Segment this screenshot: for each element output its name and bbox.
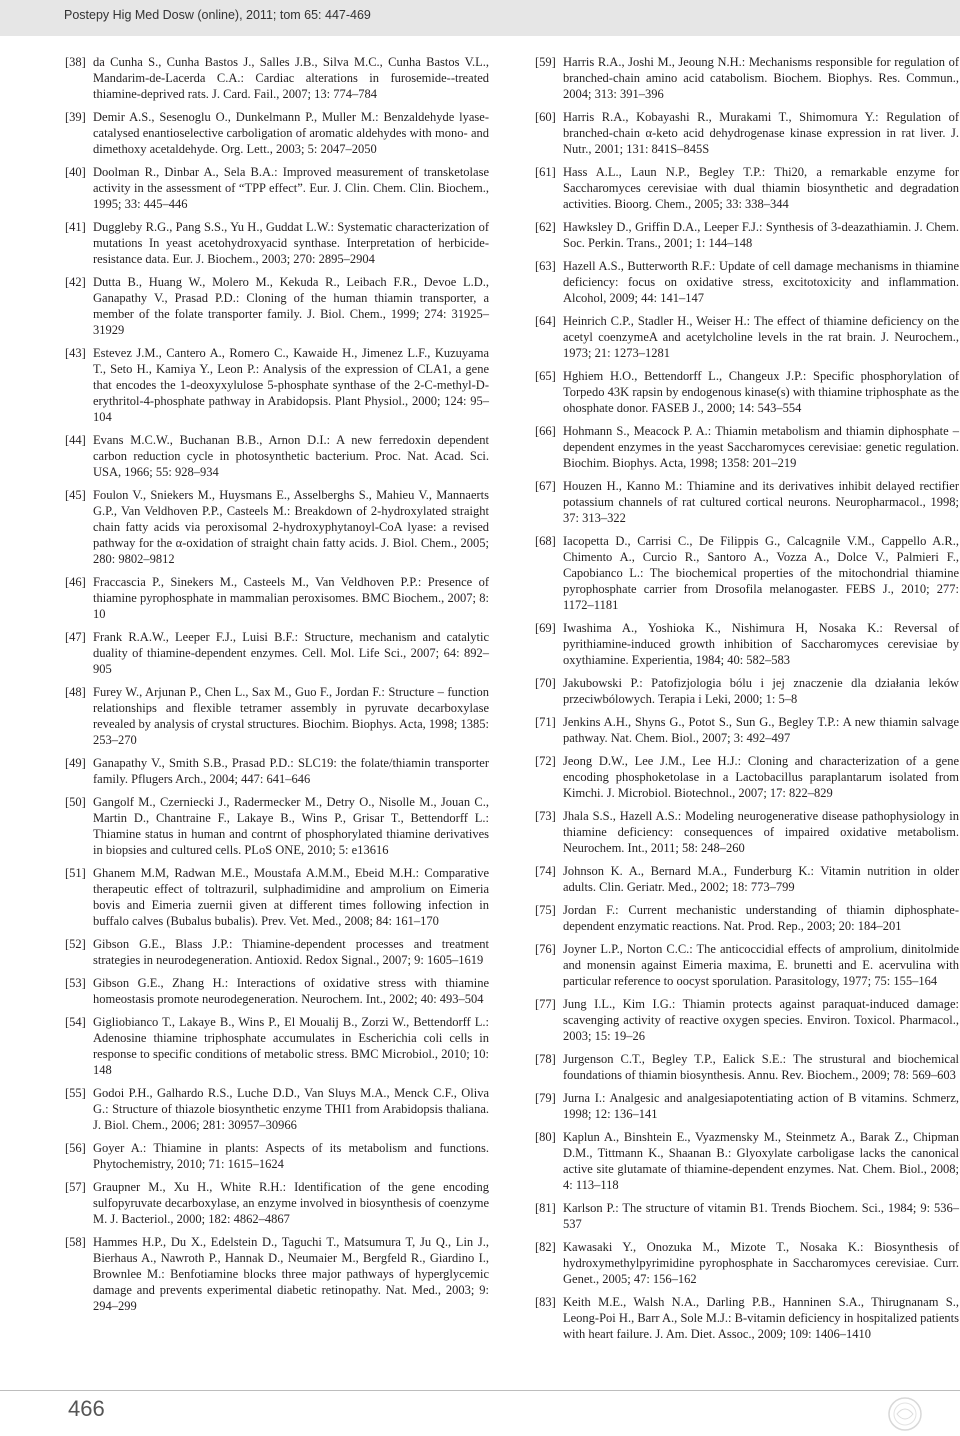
reference-entry [65, 1014, 489, 1078]
reference-entry [65, 345, 489, 425]
reference-number: [76] [535, 942, 556, 956]
reference-entry [535, 1129, 959, 1193]
reference-entry [535, 1294, 959, 1342]
reference-entry [535, 313, 959, 361]
reference-entry [65, 1085, 489, 1133]
reference-text: Estevez J.M., Cantero A., Romero C., Kawaide H., Jimenez L.F., Kuzuyama T., Seto H., Kamiya Y., Leon P.: Analysis of the expression of CLA1, a gene that encodes the 1-deoxyxylulose 5-phosphate synthase of the 2-C-methyl-D-erythritol-4-phosphate pathway in Arabidopsis. Plant Physiol., 2000; 124: 95–104 [93, 346, 489, 424]
reference-entry [65, 432, 489, 480]
reference-text: Jakubowski P.: Patofizjologia bólu i jej znaczenie dla działania leków przeciwbólowych. Terapia i Leki, 2000; 1: 5–8 [563, 676, 959, 706]
reference-entry [535, 478, 959, 526]
reference-text: Houzen H., Kanno M.: Thiamine and its derivatives inhibit delayed rectifier potassium channels of rat cultured cortical neurons. Neuropharmacol., 1998; 37: 313–322 [563, 479, 959, 525]
reference-text: Gibson G.E., Blass J.P.: Thiamine-dependent processes and treatment strategies in neurodegeneration. Antioxid. Redox Signal., 2007; 9: 1605–1619 [93, 937, 489, 967]
reference-entry [65, 1234, 489, 1314]
reference-text: Joyner L.P., Norton C.C.: The anticoccidial effects of amprolium, dinitolmide and monensin against Eimeria maxima, E. brunetti and E. acervulina with particular reference to oocyst sporulation. Parasitology, 1977; 75: 155–164 [563, 942, 959, 988]
reference-text: Kaplun A., Binshtein E., Vyazmensky M., Steinmetz A., Barak Z., Chipman D.M., Tittmann K., Shaanan B.: Glyoxylate carboligase lacks the canonical active site glutamate of thiamine-dependent enzymes. Nat. Chem. Biol., 2008; 4: 113–118 [563, 1130, 959, 1192]
reference-entry [535, 1051, 959, 1083]
reference-text: Hghiem H.O., Bettendorff L., Changeux J.P.: Specific phosphorylation of Torpedo 43K rapsin by endogenous kinase(s) with thiamine triphosphate as the ohosphate donor. FASEB J., 2000; 14: 543–554 [563, 369, 959, 415]
reference-text: Evans M.C.W., Buchanan B.B., Arnon D.I.: A new ferredoxin dependent carbon reduction cycle in photosynthetic bacterium. Proc. Nat. Acad. Sci. USA, 1966; 55: 928–934 [93, 433, 489, 479]
reference-number: [56] [65, 1141, 86, 1155]
reference-entry [535, 533, 959, 613]
reference-text: Ganapathy V., Smith S.B., Prasad P.D.: SLC19: the folate/thiamin transporter family. Pflugers Arch., 2004; 447: 641–646 [93, 756, 489, 786]
reference-number: [66] [535, 424, 556, 438]
reference-text: Godoi P.H., Galhardo R.S., Luche D.D., Van Sluys M.A., Menck C.F., Oliva G.: Structure of thiazole biosynthetic enzyme THI1 from Arabidopsis thaliana. J. Biol. Chem., 2006; 281: 30957–30966 [93, 1086, 489, 1132]
reference-entry [535, 1090, 959, 1122]
publisher-logo-icon [886, 1396, 924, 1432]
reference-entry [65, 936, 489, 968]
reference-number: [60] [535, 110, 556, 124]
reference-number: [69] [535, 621, 556, 635]
reference-text: Gibson G.E., Zhang H.: Interactions of oxidative stress with thiamine homeostasis promote neurodegeneration. Neurochem. Int., 2002; 40: 493–504 [93, 976, 489, 1006]
reference-entry [535, 714, 959, 746]
reference-number: [65] [535, 369, 556, 383]
reference-entry [65, 865, 489, 929]
reference-text: Goyer A.: Thiamine in plants: Aspects of its metabolism and functions. Phytochemistry, 2010; 71: 1615–1624 [93, 1141, 489, 1171]
reference-entry [65, 684, 489, 748]
reference-number: [39] [65, 110, 86, 124]
reference-entry [65, 629, 489, 677]
reference-number: [64] [535, 314, 556, 328]
reference-number: [44] [65, 433, 86, 447]
reference-number: [55] [65, 1086, 86, 1100]
reference-number: [38] [65, 55, 86, 69]
references-right-column [535, 54, 959, 1349]
reference-text: Frank R.A.W., Leeper F.J., Luisi B.F.: Structure, mechanism and catalytic duality of thiamine-dependent enzymes. Cell. Mol. Life Sci., 2007; 64: 892–905 [93, 630, 489, 676]
reference-entry [535, 863, 959, 895]
footer-divider [0, 1390, 960, 1391]
reference-text: Gigliobianco T., Lakaye B., Wins P., El Moualij B., Zorzi W., Bettendorff L.: Adenosine thiamine triphosphate accumulates in Escherichia coli cells in response to specific conditions of metabolic stress. BMC Microbiol., 2010; 10: 148 [93, 1015, 489, 1077]
reference-text: Gangolf M., Czerniecki J., Radermecker M., Detry O., Nisolle M., Jouan C., Martin D., Chantraine F., Lakaye B., Wins P., Grisar T., Bettendorff L.: Thiamine status in human and contrnt of phosphorylated thiamine derivatives in biopsies and cultured cells. PLoS ONE, 2010; 5: e13616 [93, 795, 489, 857]
reference-text: Demir A.S., Sesenoglu O., Dunkelmann P., Muller M.: Benzaldehyde lyase-catalysed enantioselective carboligation of aromatic aldehydes with mono- and dimethoxy acetaldehyde. Org. Lett., 2003; 5: 2047–2050 [93, 110, 489, 156]
reference-entry [535, 808, 959, 856]
reference-text: Jurna I.: Analgesic and analgesiapotentiating action of B vitamins. Schmerz, 1998; 12: 136–141 [563, 1091, 959, 1121]
reference-entry [65, 219, 489, 267]
reference-number: [68] [535, 534, 556, 548]
reference-number: [83] [535, 1295, 556, 1309]
reference-number: [46] [65, 575, 86, 589]
reference-text: Hass A.L., Laun N.P., Begley T.P.: Thi20, a remarkable enzyme for Saccharomyces cerevisiae with dual thiamin biosynthetic and degradation activities. Bioorg. Chem., 2005; 33: 338–344 [563, 165, 959, 211]
reference-text: Keith M.E., Walsh N.A., Darling P.B., Hanninen S.A., Thirugnanam S., Leong-Poi H., Barr A., Sole M.J.: B-vitamin deficiency in hospitalized patients with heart failure. J. Am. Diet. Assoc., 2009; 109: 1406–1410 [563, 1295, 959, 1341]
reference-number: [50] [65, 795, 86, 809]
reference-entry [65, 54, 489, 102]
reference-number: [58] [65, 1235, 86, 1249]
reference-text: Dutta B., Huang W., Molero M., Kekuda R., Leibach F.R., Devoe L.D., Ganapathy V., Prasad P.D.: Cloning of the human thiamin transporter, a member of the folate transporter family. J. Biol. Chem., 1999; 274: 31925–31929 [93, 275, 489, 337]
reference-entry [535, 258, 959, 306]
reference-number: [51] [65, 866, 86, 880]
reference-text: Harris R.A., Joshi M., Jeoung N.H.: Mechanisms responsible for regulation of branched-chain amino acid catabolism. Biochem. Biophys. Res. Commun., 2004; 313: 391–396 [563, 55, 959, 101]
reference-number: [78] [535, 1052, 556, 1066]
reference-number: [41] [65, 220, 86, 234]
reference-text: Ghanem M.M, Radwan M.E., Moustafa A.M.M., Ebeid M.H.: Comparative therapeutic effect of toltrazuril, sulphadimidine and amprolium on Eimeria bovis and Eimeria zuernii given at different times following infection in buffalo calves (Bubalus bubalis). Prev. Vet. Med., 2008; 84: 161–170 [93, 866, 489, 928]
reference-text: Foulon V., Sniekers M., Huysmans E., Asselberghs S., Mahieu V., Mannaerts G.P., Van Veldhoven P.P., Casteels M.: Breakdown of 2-hydroxylated straight chain fatty acids via peroxisomal 2-hydroxyphytanoyl-CoA lyase: a revised pathway for the α-oxidation of straight chain fatty acids. J. Biol. Chem., 2005; 280: 9802–9812 [93, 488, 489, 566]
reference-number: [59] [535, 55, 556, 69]
reference-text: Jung I.L., Kim I.G.: Thiamin protects against paraquat-induced damage: scavenging activity of reactive oxygen species. Environ. Toxicol. Pharmacol., 2003; 15: 19–26 [563, 997, 959, 1043]
reference-number: [52] [65, 937, 86, 951]
reference-text: Hammes H.P., Du X., Edelstein D., Taguchi T., Matsumura T, Ju Q., Lin J., Bierhaus A., Nawroth P., Hannak D., Neumaier M., Bergfeld R., Giardino I., Brownlee M.: Benfotiamine blocks three major pathways of hyperglycemic damage and prevents experimental diabetic retinopathy. Nat. Med., 2003; 9: 294–299 [93, 1235, 489, 1313]
reference-number: [72] [535, 754, 556, 768]
reference-entry [65, 109, 489, 157]
reference-entry [535, 753, 959, 801]
reference-number: [40] [65, 165, 86, 179]
reference-entry [65, 1140, 489, 1172]
reference-text: Karlson P.: The structure of vitamin B1. Trends Biochem. Sci., 1984; 9: 536–537 [563, 1201, 959, 1231]
reference-text: Jurgenson C.T., Begley T.P., Ealick S.E.: The strustural and biochemical foundations of thiamin biosynthesis. Annu. Rev. Biochem., 2009; 78: 569–603 [563, 1052, 959, 1082]
reference-entry [535, 54, 959, 102]
reference-entry [65, 975, 489, 1007]
references-left-column [65, 54, 489, 1321]
reference-text: Iacopetta D., Carrisi C., De Filippis G., Calcagnile V.M., Cappello A.R., Chimento A., Curcio R., Santoro A., Vozza A., Dolce V., Palmieri F., Capobianco L.: The biochemical properties of the mitochondrial thiamine pyrophosphate carrier from Drosofila melanogaster. FEBS J., 2010; 277: 1172–1181 [563, 534, 959, 612]
reference-text: Iwashima A., Yoshioka K., Nishimura H, Nosaka K.: Reversal of pyrithiamine-induced growth inhibition of Saccharomyces cerevisiae by oxythiamine. Experientia, 1984; 40: 582–583 [563, 621, 959, 667]
reference-entry [65, 574, 489, 622]
reference-text: Hawksley D., Griffin D.A., Leeper F.J.: Synthesis of 3-deazathiamin. J. Chem. Soc. Perkin. Trans., 2001; 1: 144–148 [563, 220, 959, 250]
reference-text: da Cunha S., Cunha Bastos J., Salles J.B., Silva M.C., Cunha Bastos V.L., Mandarim-de-Lacerda C.A.: Cardiac alterations in furosemide--treated thiamine-deprived rats. J. Card. Fail., 2007; 13: 774–784 [93, 55, 489, 101]
reference-number: [57] [65, 1180, 86, 1194]
reference-text: Jenkins A.H., Shyns G., Potot S., Sun G., Begley T.P.: A new thiamin salvage pathway. Nat. Chem. Biol., 2007; 3: 492–497 [563, 715, 959, 745]
reference-entry [65, 487, 489, 567]
reference-entry [65, 274, 489, 338]
reference-entry [535, 109, 959, 157]
reference-text: Doolman R., Dinbar A., Sela B.A.: Improved measurement of transketolase activity in the assessment of “TPP effect”. Eur. J. Clin. Chem. Clin. Biochem., 1995; 33: 445–446 [93, 165, 489, 211]
reference-text: Heinrich C.P., Stadler H., Weiser H.: The effect of thiamine deficiency on the acetyl coenzymeA and acetylcholine levels in the rat brain. J. Neurochem., 1973; 21: 1273–1281 [563, 314, 959, 360]
reference-entry [535, 941, 959, 989]
reference-text: Graupner M., Xu H., White R.H.: Identification of the gene encoding sulfopyruvate decarboxylase, an enzyme involved in biosynthesis of coenzyme M. J. Bacteriol., 2000; 182: 4862–4867 [93, 1180, 489, 1226]
reference-entry [535, 1200, 959, 1232]
reference-number: [53] [65, 976, 86, 990]
reference-entry [535, 1239, 959, 1287]
reference-number: [80] [535, 1130, 556, 1144]
reference-text: Hazell A.S., Butterworth R.F.: Update of cell damage mechanisms in thiamine deficiency: focus on oxidative stress, excitotoxicity and inflammation. Alcohol, 2009; 44: 141–147 [563, 259, 959, 305]
reference-number: [63] [535, 259, 556, 273]
reference-entry [535, 219, 959, 251]
reference-number: [49] [65, 756, 86, 770]
journal-header-text: Postepy Hig Med Dosw (online), 2011; tom 65: 447-469 [64, 8, 371, 22]
reference-text: Harris R.A., Kobayashi R., Murakami T., Shimomura Y.: Regulation of branched-chain α-keto acid dehydrogenase kinase expression in rat liver. J. Nutr., 2001; 131: 841S–845S [563, 110, 959, 156]
reference-number: [45] [65, 488, 86, 502]
reference-text: Jordan F.: Current mechanistic understanding of thiamin diphosphate-dependent enzymatic reactions. Nat. Prod. Rep., 2003; 20: 184–201 [563, 903, 959, 933]
reference-number: [79] [535, 1091, 556, 1105]
reference-entry [65, 755, 489, 787]
reference-number: [61] [535, 165, 556, 179]
reference-number: [74] [535, 864, 556, 878]
reference-number: [62] [535, 220, 556, 234]
reference-entry [65, 794, 489, 858]
reference-number: [54] [65, 1015, 86, 1029]
reference-entry [535, 902, 959, 934]
reference-text: Fraccascia P., Sinekers M., Casteels M., Van Veldhoven P.P.: Presence of thiamine pyrophosphate in mammalian peroxisomes. BMC Biochem., 2007; 8: 10 [93, 575, 489, 621]
reference-entry [65, 1179, 489, 1227]
reference-text: Furey W., Arjunan P., Chen L., Sax M., Guo F., Jordan F.: Structure – function relationships and flexible tetramer assembly in pyruvate decarboxylase revealed by analysis of crystal structures. Biochim. Biophys. Acta, 1998; 1385: 253–270 [93, 685, 489, 747]
reference-number: [77] [535, 997, 556, 1011]
reference-number: [43] [65, 346, 86, 360]
journal-header-bar [0, 0, 960, 36]
reference-text: Kawasaki Y., Onozuka M., Mizote T., Nosaka K.: Biosynthesis of hydroxymethylpyrimidine pyrophosphate in Saccharomyces cerevisiae. Curr. Genet., 2005; 47: 156–162 [563, 1240, 959, 1286]
reference-entry [535, 423, 959, 471]
reference-text: Duggleby R.G., Pang S.S., Yu H., Guddat L.W.: Systematic characterization of mutations In yeast acetohydroxyacid synthase. Interpretation of herbicide-resistance data. Eur. J. Biochem., 2003; 270: 2895–2904 [93, 220, 489, 266]
reference-entry [535, 368, 959, 416]
reference-number: [67] [535, 479, 556, 493]
reference-number: [73] [535, 809, 556, 823]
reference-text: Jhala S.S., Hazell A.S.: Modeling neurogenerative disease pathophysiology in thiamine deficiency: consequences of impaired oxidative metabolism. Neurochem. Int., 2011; 58: 248–260 [563, 809, 959, 855]
reference-text: Johnson K. A., Bernard M.A., Funderburg K.: Vitamin nutrition in older adults. Clin. Geriatr. Med., 2002; 18: 773–799 [563, 864, 959, 894]
reference-number: [81] [535, 1201, 556, 1215]
reference-number: [70] [535, 676, 556, 690]
reference-entry [535, 164, 959, 212]
reference-entry [535, 675, 959, 707]
reference-number: [82] [535, 1240, 556, 1254]
page-number: 466 [68, 1396, 105, 1421]
reference-number: [47] [65, 630, 86, 644]
reference-number: [75] [535, 903, 556, 917]
reference-text: Hohmann S., Meacock P. A.: Thiamin metabolism and thiamin diphosphate – dependent enzymes in the yeast Saccharomyces cerevisiae: genetic regulation. Biochim. Biophys. Acta, 1998; 1358: 201–219 [563, 424, 959, 470]
reference-number: [71] [535, 715, 556, 729]
reference-entry [65, 164, 489, 212]
reference-text: Jeong D.W., Lee J.M., Lee H.J.: Cloning and characterization of a gene encoding phosphoketolase in a Lactobacillus paraplantarum isolated from Kimchi. J. Microbiol. Biotechnol., 2007; 17: 822–829 [563, 754, 959, 800]
reference-number: [42] [65, 275, 86, 289]
reference-entry [535, 620, 959, 668]
reference-number: [48] [65, 685, 86, 699]
reference-entry [535, 996, 959, 1044]
